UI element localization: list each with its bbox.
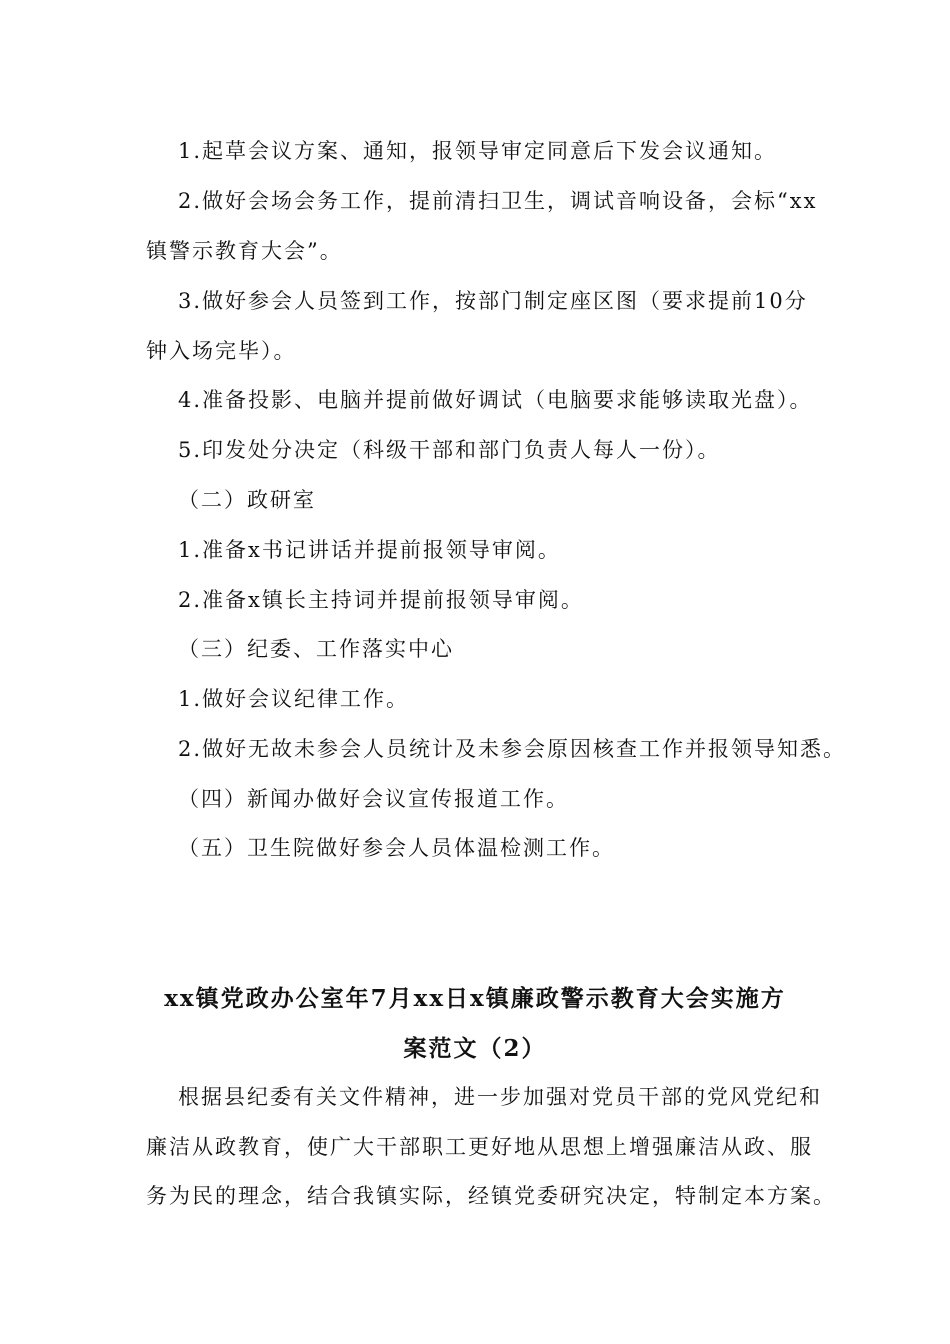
list-item-sign-in: 3.做好参会人员签到工作，按部门制定座区图（要求提前10分: [178, 289, 808, 313]
list-item-venue-services: 2.做好会场会务工作，提前清扫卫生，调试音响设备，会标“xx: [178, 189, 818, 213]
list-item-absence-check: 2.做好无故未参会人员统计及未参会原因核查工作并报领导知悉。: [178, 737, 847, 761]
list-item-disciplinary-decision: 5.印发处分决定（科级干部和部门负责人每人一份）。: [178, 438, 721, 462]
section-heading-health-center: （五）卫生院做好参会人员体温检测工作。: [178, 836, 615, 860]
intro-paragraph-line-3: 务为民的理念，结合我镇实际，经镇党委研究决定，特制定本方案。: [146, 1184, 836, 1208]
section-heading-research-office: （二）政研室: [178, 488, 316, 512]
section-heading-news-office: （四）新闻办做好会议宣传报道工作。: [178, 787, 569, 811]
list-item-draft-notice: 1.起草会议方案、通知，报领导审定同意后下发会议通知。: [178, 139, 778, 163]
list-item-secretary-speech: 1.准备x书记讲话并提前报领导审阅。: [178, 538, 561, 562]
section-heading-discipline-committee: （三）纪委、工作落实中心: [178, 637, 454, 661]
document-title-line-2: 案范文（2）: [403, 1035, 547, 1062]
list-item-meeting-discipline: 1.做好会议纪律工作。: [178, 687, 410, 711]
document-title-line-1: xx镇党政办公室年7月xx日x镇廉政警示教育大会实施方: [164, 985, 786, 1012]
intro-paragraph-line-1: 根据县纪委有关文件精神，进一步加强对党员干部的党风党纪和: [178, 1085, 822, 1109]
intro-paragraph-line-2: 廉洁从政教育，使广大干部职工更好地从思想上增强廉洁从政、服: [146, 1135, 813, 1159]
list-item-sign-in-continued: 钟入场完毕）。: [146, 339, 297, 363]
list-item-projector: 4.准备投影、电脑并提前做好调试（电脑要求能够读取光盘）。: [178, 388, 813, 412]
list-item-mayor-script: 2.准备x镇长主持词并提前报领导审阅。: [178, 588, 584, 612]
list-item-venue-services-continued: 镇警示教育大会”。: [146, 239, 343, 263]
